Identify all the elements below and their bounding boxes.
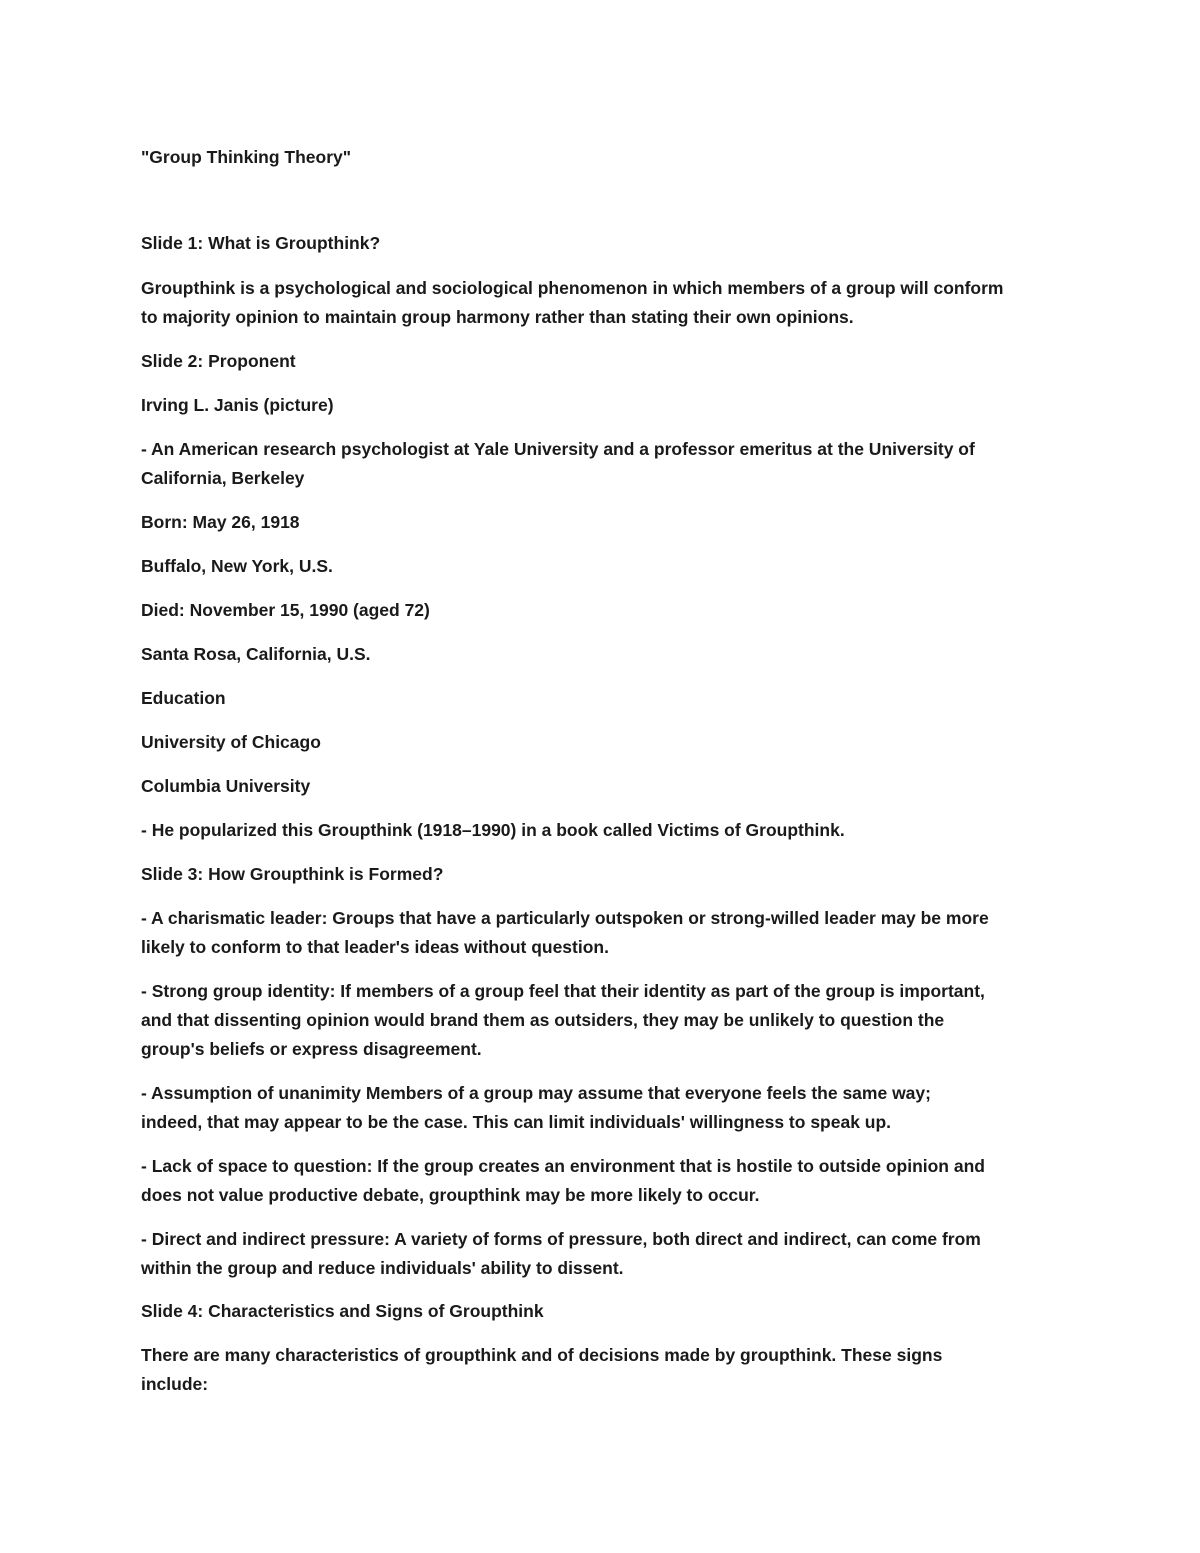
paragraph-line: - He popularized this Groupthink (1918–1990) in a book called Victims of Groupthink. <box>141 820 845 840</box>
slide-1-heading: Slide 1: What is Groupthink? <box>141 233 381 253</box>
document-title: "Group Thinking Theory" <box>141 147 352 167</box>
paragraph-line: - Assumption of unanimity Members of a group may assume that everyone feels the same way; <box>141 1083 931 1103</box>
paragraph-line: - Lack of space to question: If the group creates an environment that is hostile to outside opinion and <box>141 1156 985 1176</box>
paragraph-line: - A charismatic leader: Groups that have a particularly outspoken or strong-willed leader may be more <box>141 908 989 928</box>
slide-4-heading: Slide 4: Characteristics and Signs of Groupthink <box>141 1301 544 1321</box>
paragraph-line: does not value productive debate, groupthink may be more likely to occur. <box>141 1185 760 1205</box>
paragraph-line: likely to conform to that leader's ideas without question. <box>141 937 609 957</box>
paragraph-line: - Direct and indirect pressure: A variety of forms of pressure, both direct and indirect, can come from <box>141 1229 981 1249</box>
paragraph-line: to majority opinion to maintain group harmony rather than stating their own opinions. <box>141 307 854 327</box>
paragraph-line: Born: May 26, 1918 <box>141 512 300 532</box>
paragraph-line: There are many characteristics of groupthink and of decisions made by groupthink. These signs <box>141 1345 943 1365</box>
paragraph-line: and that dissenting opinion would brand them as outsiders, they may be unlikely to question the <box>141 1010 945 1030</box>
paragraph-line: - Strong group identity: If members of a group feel that their identity as part of the group is important, <box>141 981 985 1001</box>
paragraph-line: indeed, that may appear to be the case. This can limit individuals' willingness to speak up. <box>141 1112 892 1132</box>
slide-2-heading: Slide 2: Proponent <box>141 351 296 371</box>
paragraph-line: University of Chicago <box>141 732 321 752</box>
paragraph-line: Buffalo, New York, U.S. <box>141 556 333 576</box>
paragraph-line: include: <box>141 1374 209 1394</box>
paragraph-line: Santa Rosa, California, U.S. <box>141 644 371 664</box>
paragraph-line: California, Berkeley <box>141 468 305 488</box>
paragraph-line: - An American research psychologist at Yale University and a professor emeritus at the University of <box>141 439 975 459</box>
paragraph-line: Education <box>141 688 226 708</box>
paragraph-line: Irving L. Janis (picture) <box>141 395 334 415</box>
paragraph-line: Groupthink is a psychological and sociological phenomenon in which members of a group will conform <box>141 278 1004 298</box>
slide-3-heading: Slide 3: How Groupthink is Formed? <box>141 864 444 884</box>
paragraph-line: Died: November 15, 1990 (aged 72) <box>141 600 430 620</box>
paragraph-line: Columbia University <box>141 776 311 796</box>
paragraph-line: group's beliefs or express disagreement. <box>141 1039 482 1059</box>
paragraph-line: within the group and reduce individuals' ability to dissent. <box>141 1258 624 1278</box>
